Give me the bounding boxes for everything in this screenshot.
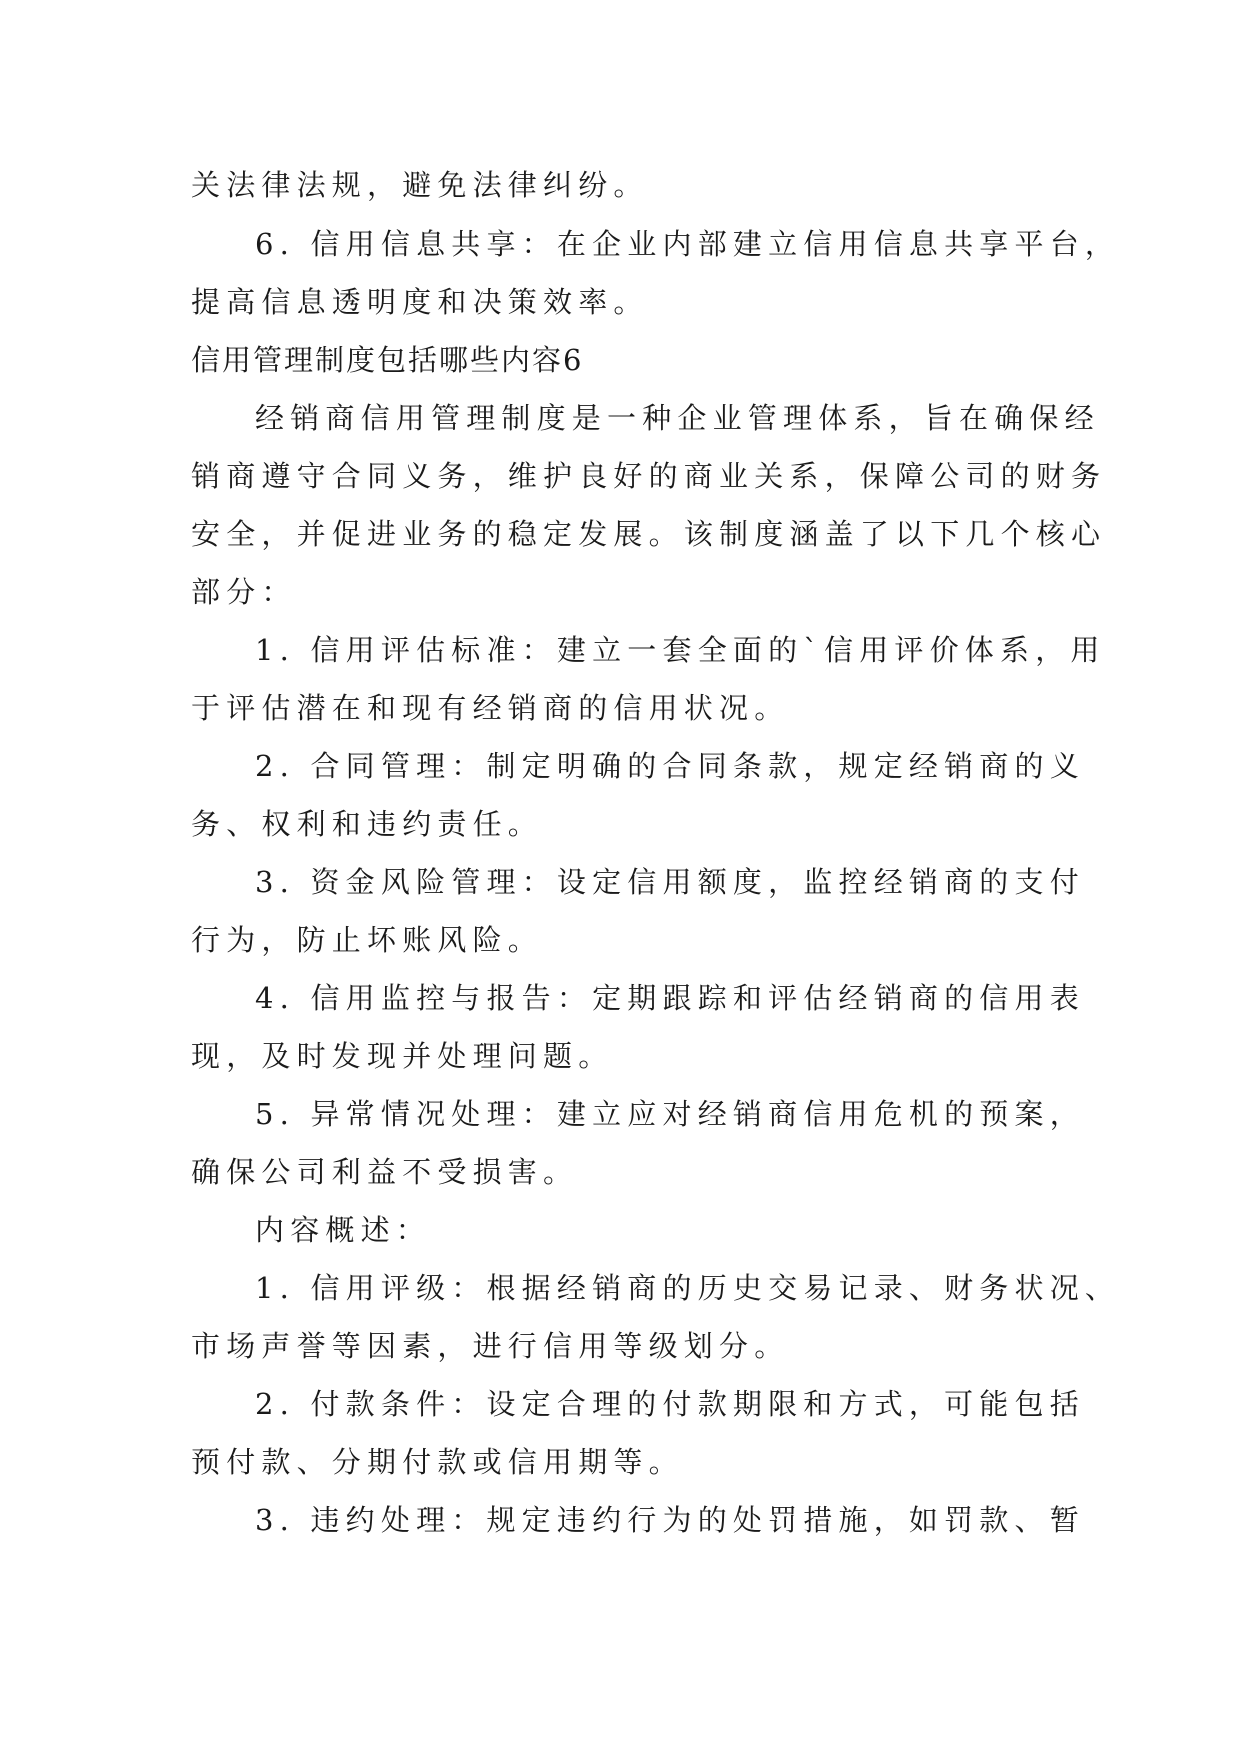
paragraph-line: 安全，并促进业务的稳定发展。该制度涵盖了以下几个核心 bbox=[191, 517, 1107, 551]
text-line: 确保公司利益不受损害。 bbox=[191, 1155, 579, 1189]
paragraph-line: 销商遵守合同义务，维护良好的商业关系，保障公司的财务 bbox=[191, 459, 1107, 493]
text-line: 市场声誉等因素，进行信用等级划分。 bbox=[191, 1329, 790, 1363]
text-line: 于评估潜在和现有经销商的信用状况。 bbox=[191, 691, 790, 725]
text-line: 务、权利和违约责任。 bbox=[191, 807, 544, 841]
text-line: 预付款、分期付款或信用期等。 bbox=[191, 1445, 684, 1479]
list-item-line: 6. 信用信息共享：在企业内部建立信用信息共享平台， bbox=[255, 227, 1121, 261]
list-item-line: 2. 付款条件：设定合理的付款期限和方式，可能包括 bbox=[255, 1387, 1085, 1421]
text-line: 行为，防止坏账风险。 bbox=[191, 923, 544, 957]
list-item-line: 5. 异常情况处理：建立应对经销商信用危机的预案， bbox=[255, 1097, 1085, 1131]
list-item-line: 3. 资金风险管理：设定信用额度，监控经销商的支付 bbox=[255, 865, 1085, 899]
list-item-line: 1. 信用评级：根据经销商的历史交易记录、财务状况、 bbox=[255, 1271, 1121, 1305]
text-line: 现，及时发现并处理问题。 bbox=[191, 1039, 614, 1073]
text-line: 关法律法规，避免法律纠纷。 bbox=[191, 168, 649, 202]
list-item-line: 2. 合同管理：制定明确的合同条款，规定经销商的义 bbox=[255, 749, 1085, 783]
section-heading: 信用管理制度包括哪些内容6 bbox=[191, 343, 584, 377]
list-item-line: 3. 违约处理：规定违约行为的处罚措施，如罚款、暂 bbox=[255, 1503, 1085, 1537]
paragraph-line: 经销商信用管理制度是一种企业管理体系，旨在确保经 bbox=[255, 401, 1100, 435]
text-line: 提高信息透明度和决策效率。 bbox=[191, 285, 649, 319]
subheading-line: 内容概述： bbox=[255, 1213, 432, 1247]
paragraph-line: 部分： bbox=[191, 575, 297, 609]
list-item-line: 1. 信用评估标准：建立一套全面的`信用评价体系，用 bbox=[255, 633, 1106, 667]
list-item-line: 4. 信用监控与报告：定期跟踪和评估经销商的信用表 bbox=[255, 981, 1085, 1015]
